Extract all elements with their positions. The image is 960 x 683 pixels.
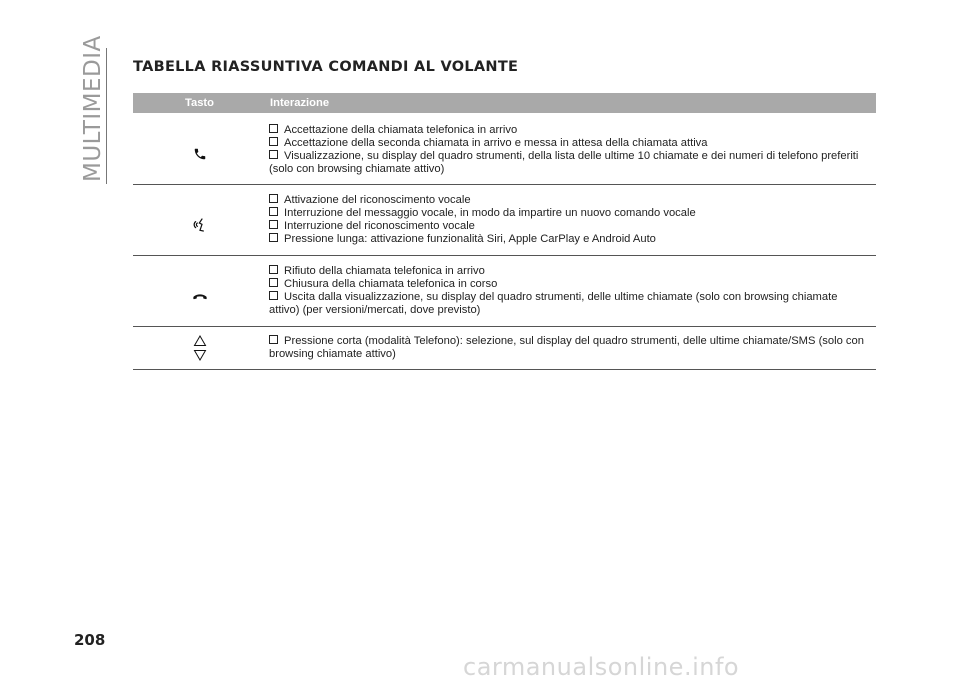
list-item: Interruzione del messaggio vocale, in modo da impartire un nuovo comando vocale bbox=[269, 207, 870, 220]
list-item: Interruzione del riconoscimento vocale bbox=[269, 220, 870, 233]
page-number: 208 bbox=[74, 631, 106, 649]
section-divider bbox=[106, 48, 107, 184]
list-item: Pressione corta (modalità Telefono): selezione, sul display del quadro strumenti, delle ultime chiamate/SMS (solo con browsing chiamate attivo) bbox=[269, 335, 864, 360]
list-item: Accettazione della seconda chiamata in arrivo e messa in attesa della chiamata attiva bbox=[269, 137, 870, 150]
table-row bbox=[133, 185, 876, 256]
table-row bbox=[133, 256, 876, 327]
page-title: TABELLA RIASSUNTIVA COMANDI AL VOLANTE bbox=[133, 59, 519, 75]
header-key: Tasto bbox=[184, 96, 214, 109]
phone-answer-icon bbox=[193, 147, 207, 161]
phone-hangup-icon bbox=[192, 291, 208, 301]
section-label: MULTIMEDIA bbox=[80, 35, 106, 182]
list-item: Chiusura della chiamata telefonica in corso bbox=[269, 278, 870, 291]
commands-table bbox=[133, 93, 876, 370]
list-item: Visualizzazione, su display del quadro strumenti, della lista delle ultime 10 chiamate e dei numeri di telefono preferiti (solo con browsing chiamate attivo) bbox=[269, 150, 859, 175]
list-item: Accettazione della chiamata telefonica in arrivo bbox=[269, 124, 870, 137]
list-item: Rifiuto della chiamata telefonica in arrivo bbox=[269, 265, 870, 278]
watermark: carmanualsonline.info bbox=[463, 653, 740, 681]
header-action: Interazione bbox=[270, 96, 330, 109]
voice-command-icon bbox=[192, 217, 208, 233]
list-item: Attivazione del riconoscimento vocale bbox=[269, 194, 870, 207]
list-item: Pressione lunga: attivazione funzionalità Siri, Apple CarPlay e Android Auto bbox=[269, 233, 870, 246]
table-row bbox=[133, 327, 876, 370]
list-item: Uscita dalla visualizzazione, su display del quadro strumenti, delle ultime chiamate (solo con browsing chiamate attivo) (per versioni/mercati, dove previsto) bbox=[269, 291, 838, 316]
table-header bbox=[133, 93, 876, 113]
up-down-arrows-icon bbox=[193, 335, 207, 361]
table-row bbox=[133, 113, 876, 185]
